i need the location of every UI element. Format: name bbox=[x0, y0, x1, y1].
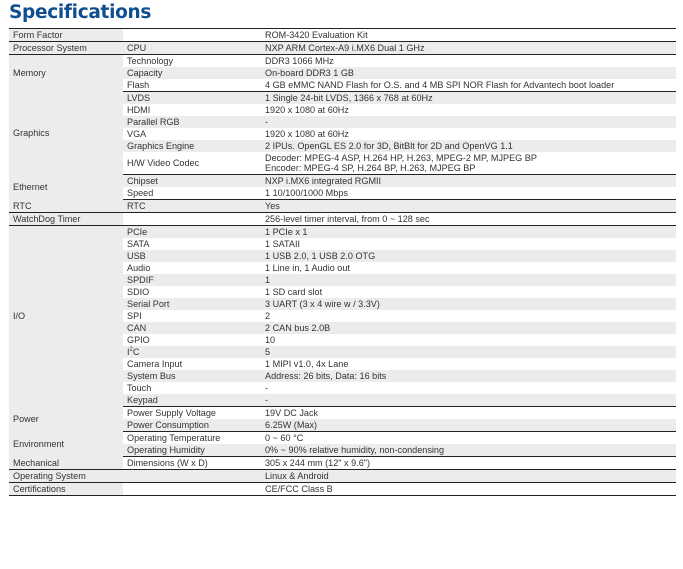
spec-row bbox=[9, 483, 676, 496]
spec-row bbox=[9, 432, 676, 445]
spec-subcategory: SPI bbox=[123, 310, 260, 322]
spec-subcategory: $I^2C$ bbox=[123, 346, 260, 358]
spec-category: Operating System bbox=[9, 470, 123, 483]
spec-value: 1 PCIe x 1 bbox=[260, 226, 676, 239]
spec-category: Processor System bbox=[9, 42, 123, 55]
spec-row bbox=[9, 29, 676, 42]
spec-category: WatchDog Timer bbox=[9, 213, 123, 226]
spec-subcategory: Graphics Engine bbox=[123, 140, 260, 152]
spec-subcategory: Operating Temperature bbox=[123, 432, 260, 445]
spec-subcategory: Serial Port bbox=[123, 298, 260, 310]
spec-value: CE/FCC Class B bbox=[260, 483, 676, 496]
spec-value: 1 10/100/1000 Mbps bbox=[260, 187, 676, 200]
spec-row bbox=[9, 55, 676, 68]
spec-row bbox=[9, 200, 676, 213]
spec-row bbox=[9, 175, 676, 188]
spec-category: RTC bbox=[9, 200, 123, 213]
spec-value: Address: 26 bits, Data: 16 bits bbox=[260, 370, 676, 382]
spec-value: 1 bbox=[260, 274, 676, 286]
spec-value: 1 MIPI v1.0, 4x Lane bbox=[260, 358, 676, 370]
spec-value: 19V DC Jack bbox=[260, 407, 676, 420]
spec-subcategory: Speed bbox=[123, 187, 260, 200]
spec-value: NXP i.MX6 integrated RGMII bbox=[260, 175, 676, 188]
spec-category: Memory bbox=[9, 55, 123, 92]
spec-value: 1920 x 1080 at 60Hz bbox=[260, 104, 676, 116]
spec-value: Linux & Android bbox=[260, 470, 676, 483]
spec-subcategory bbox=[123, 213, 260, 226]
spec-subcategory: System Bus bbox=[123, 370, 260, 382]
spec-subcategory: Touch bbox=[123, 382, 260, 394]
spec-subcategory: Parallel RGB bbox=[123, 116, 260, 128]
spec-category: I/O bbox=[9, 226, 123, 407]
spec-subcategory: Audio bbox=[123, 262, 260, 274]
spec-subcategory bbox=[123, 29, 260, 42]
spec-value: - bbox=[260, 116, 676, 128]
spec-subcategory: Camera Input bbox=[123, 358, 260, 370]
spec-value: 1 SD card slot bbox=[260, 286, 676, 298]
spec-subcategory: RTC bbox=[123, 200, 260, 213]
spec-value: DDR3 1066 MHz bbox=[260, 55, 676, 68]
spec-subcategory: GPIO bbox=[123, 334, 260, 346]
spec-value: 3 UART (3 x 4 wire w / 3.3V) bbox=[260, 298, 676, 310]
spec-subcategory: Flash bbox=[123, 79, 260, 92]
spec-subcategory: CAN bbox=[123, 322, 260, 334]
spec-subcategory: Technology bbox=[123, 55, 260, 68]
spec-subcategory: Operating Humidity bbox=[123, 444, 260, 457]
spec-subcategory: HDMI bbox=[123, 104, 260, 116]
spec-value: On-board DDR3 1 GB bbox=[260, 67, 676, 79]
specifications-table bbox=[9, 28, 676, 496]
spec-subcategory: CPU bbox=[123, 42, 260, 55]
spec-subcategory: SPDIF bbox=[123, 274, 260, 286]
spec-row bbox=[9, 213, 676, 226]
spec-value: 6.25W (Max) bbox=[260, 419, 676, 432]
spec-value: 5 bbox=[260, 346, 676, 358]
spec-category: Graphics bbox=[9, 92, 123, 175]
spec-row bbox=[9, 42, 676, 55]
spec-category: Ethernet bbox=[9, 175, 123, 200]
spec-subcategory: SATA bbox=[123, 238, 260, 250]
spec-value: - bbox=[260, 382, 676, 394]
spec-value: Decoder: MPEG-4 ASP, H.264 HP, H.263, MPEG-2 MP, MJPEG BP Encoder: MPEG-4 SP, H.264 BP, H.263, MJPEG BP bbox=[260, 152, 676, 175]
spec-row bbox=[9, 457, 676, 470]
spec-row bbox=[9, 92, 676, 105]
spec-value: 2 bbox=[260, 310, 676, 322]
spec-value: 0 ~ 60 °C bbox=[260, 432, 676, 445]
spec-value: 4 GB eMMC NAND Flash for O.S. and 4 MB SPI NOR Flash for Advantech boot loader bbox=[260, 79, 676, 92]
spec-subcategory: Dimensions (W x D) bbox=[123, 457, 260, 470]
spec-value: ROM-3420 Evaluation Kit bbox=[260, 29, 676, 42]
spec-subcategory bbox=[123, 470, 260, 483]
spec-value: 1 USB 2.0, 1 USB 2.0 OTG bbox=[260, 250, 676, 262]
spec-subcategory: VGA bbox=[123, 128, 260, 140]
spec-subcategory: Power Supply Voltage bbox=[123, 407, 260, 420]
spec-subcategory: LVDS bbox=[123, 92, 260, 105]
page-title: Specifications bbox=[9, 2, 152, 23]
spec-subcategory: Keypad bbox=[123, 394, 260, 407]
spec-subcategory bbox=[123, 483, 260, 496]
spec-category: Environment bbox=[9, 432, 123, 457]
spec-value: 2 CAN bus 2.0B bbox=[260, 322, 676, 334]
spec-subcategory: Power Consumption bbox=[123, 419, 260, 432]
spec-value: - bbox=[260, 394, 676, 407]
spec-value: 10 bbox=[260, 334, 676, 346]
spec-value: 1 SATAII bbox=[260, 238, 676, 250]
spec-subcategory: SDIO bbox=[123, 286, 260, 298]
spec-value: 256-level timer interval, from 0 ~ 128 sec bbox=[260, 213, 676, 226]
spec-value: 2 IPUs. OpenGL ES 2.0 for 3D, BitBlt for 2D and OpenVG 1.1 bbox=[260, 140, 676, 152]
spec-value: 0% ~ 90% relative humidity, non-condensing bbox=[260, 444, 676, 457]
spec-subcategory: Capacity bbox=[123, 67, 260, 79]
spec-category: Certifications bbox=[9, 483, 123, 496]
spec-value: 1920 x 1080 at 60Hz bbox=[260, 128, 676, 140]
spec-subcategory: PCIe bbox=[123, 226, 260, 239]
spec-subcategory: Chipset bbox=[123, 175, 260, 188]
spec-value: 305 x 244 mm (12" x 9.6") bbox=[260, 457, 676, 470]
specifications-body bbox=[9, 29, 676, 496]
spec-value: 1 Line in, 1 Audio out bbox=[260, 262, 676, 274]
spec-subcategory: H/W Video Codec bbox=[123, 152, 260, 175]
spec-category: Form Factor bbox=[9, 29, 123, 42]
spec-row bbox=[9, 407, 676, 420]
spec-category: Power bbox=[9, 407, 123, 432]
spec-row bbox=[9, 470, 676, 483]
spec-value: NXP ARM Cortex-A9 i.MX6 Dual 1 GHz bbox=[260, 42, 676, 55]
spec-row bbox=[9, 226, 676, 239]
spec-subcategory: USB bbox=[123, 250, 260, 262]
spec-category: Mechanical bbox=[9, 457, 123, 470]
spec-value: Yes bbox=[260, 200, 676, 213]
spec-value: 1 Single 24-bit LVDS, 1366 x 768 at 60Hz bbox=[260, 92, 676, 105]
